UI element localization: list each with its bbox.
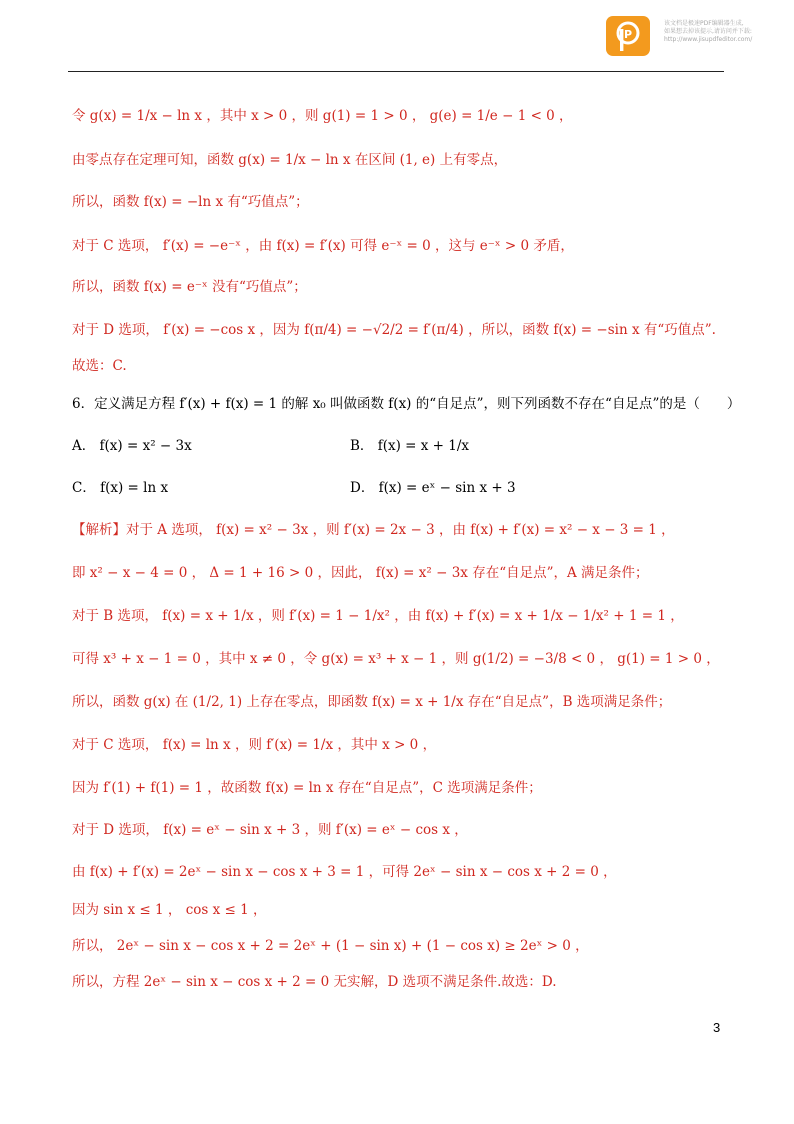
option-d: D． f(x) = eˣ − sin x + 3 <box>350 480 516 496</box>
solution-line: 因为 sin x ≤ 1 ， cos x ≤ 1 ， <box>72 902 267 918</box>
solution-line: 因为 f′(1) + f(1) = 1 ，故函数 f(x) = ln x 存在“自足点”，C 选项满足条件； <box>72 780 542 796</box>
question-stem: 6．定义满足方程 f′(x) + f(x) = 1 的解 x₀ 叫做函数 f(x) 的“自足点”，则下列函数不存在“自足点”的是（ ） <box>72 396 741 412</box>
watermark-note-line: 如果想去掉该提示,请访问并下载: <box>664 28 752 35</box>
solution-line: 即 x² − x − 4 = 0 ， Δ = 1 + 16 > 0 ，因此， f(x) = x² − 3x 存在“自足点”，A 满足条件； <box>72 565 649 581</box>
solution-line: 对于 D 选项， f′(x) = −cos x ，因为 f(π/4) = −√2/2 = f′(π/4) ，所以，函数 f(x) = −sin x 有“巧值点”. <box>72 322 716 338</box>
logo-icon <box>606 16 650 56</box>
solution-line: 所以，方程 2eˣ − sin x − cos x + 2 = 0 无实解，D 选项不满足条件.故选：D. <box>72 974 557 990</box>
solution-line: 可得 x³ + x − 1 = 0 ，其中 x ≠ 0 ，令 g(x) = x³ + x − 1 ，则 g(1/2) = −3/8 < 0 ， g(1) = 1 > 0 ， <box>72 651 720 667</box>
solution-line: 对于 C 选项， f′(x) = −e⁻ˣ ，由 f(x) = f′(x) 可得 e⁻ˣ = 0 ，这与 e⁻ˣ > 0 矛盾， <box>72 238 574 254</box>
solution-line: 由 f(x) + f′(x) = 2eˣ − sin x − cos x + 3 = 1 ，可得 2eˣ − sin x − cos x + 2 = 0 ， <box>72 864 617 880</box>
solution-line: 对于 B 选项， f(x) = x + 1/x ，则 f′(x) = 1 − 1/x² ，由 f(x) + f′(x) = x + 1/x − 1/x² + 1 = 1 ， <box>72 608 684 624</box>
solution-line: 对于 C 选项， f(x) = ln x ，则 f′(x) = 1/x ，其中 x > 0 ， <box>72 737 437 753</box>
option-a: A． f(x) = x² − 3x <box>72 438 192 454</box>
solution-line: 所以，函数 f(x) = −ln x 有“巧值点”； <box>72 194 309 210</box>
solution-line: 对于 D 选项， f(x) = eˣ − sin x + 3 ，则 f′(x) = eˣ − cos x ， <box>72 822 468 838</box>
logo-label: P <box>623 28 633 41</box>
header-divider <box>68 71 724 72</box>
option-b: B． f(x) = x + 1/x <box>350 438 470 454</box>
solution-line: 故选：C. <box>72 358 127 374</box>
solution-line: 所以，函数 f(x) = e⁻ˣ 没有“巧值点”； <box>72 279 307 295</box>
solution-line: 由零点存在定理可知，函数 g(x) = 1/x − ln x 在区间 (1, e) 上有零点， <box>72 152 508 168</box>
solution-line: 令 g(x) = 1/x − ln x ，其中 x > 0 ，则 g(1) = 1 > 0 ， g(e) = 1/e − 1 < 0 ， <box>72 108 573 124</box>
page-number: 3 <box>713 1020 721 1035</box>
option-c: C． f(x) = ln x <box>72 480 169 496</box>
watermark-note <box>664 20 774 44</box>
solution-line: 【解析】对于 A 选项， f(x) = x² − 3x ，则 f′(x) = 2x − 3 ，由 f(x) + f′(x) = x² − x − 3 = 1 ， <box>72 522 675 538</box>
solution-line: 所以， 2eˣ − sin x − cos x + 2 = 2eˣ + (1 − sin x) + (1 − cos x) ≥ 2eˣ > 0 ， <box>72 938 589 954</box>
watermark-note-line: 该文档是极速PDF编辑器生成, <box>664 20 744 27</box>
solution-line: 所以，函数 g(x) 在 (1/2, 1) 上存在零点，即函数 f(x) = x + 1/x 存在“自足点”，B 选项满足条件； <box>72 694 672 710</box>
watermark-note-link: http://www.jisupdfeditor.com/ <box>664 36 753 43</box>
